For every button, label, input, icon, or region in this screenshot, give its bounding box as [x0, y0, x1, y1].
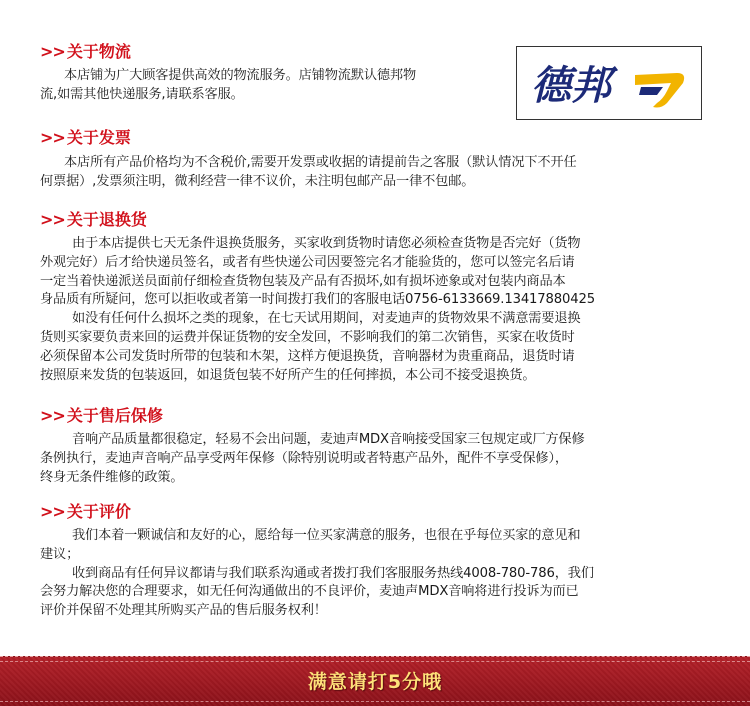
invoice-section [40, 128, 692, 192]
review-text [40, 527, 692, 621]
returns-text [40, 235, 692, 385]
text-line: 身品质有所疑问，您可以拒收或者第一时间拨打我们的客服电话0756-6133669.13417880425 [40, 292, 595, 308]
text-line: 由于本店提供七天无条件退换货服务，买家收到货物时请您必须检查货物是否完好（货物 [72, 236, 581, 251]
logistics-heading: >> 关于物流 [40, 42, 131, 61]
text-line: 货则买家要负责来回的运费并保证货物的安全发回，不影响我们的第二次销售，买家在收货时 [40, 329, 575, 345]
text-line: 本店所有产品价格均为不含税价,需要开发票或收据的请提前告之客服（默认情况下不开任 [64, 155, 577, 170]
text-line: 我们本着一颗诚信和友好的心，愿给每一位买家满意的服务，也很在乎每位买家的意见和 [72, 528, 581, 543]
text-line: 评价并保留不处理其所购买产品的售后服务权利！ [40, 603, 327, 619]
text-line: 外观完好）后才给快递员签名，或者有些快递公司因要签完名才能验货的，您可以签完名后请 [40, 254, 575, 270]
warranty-text [40, 431, 692, 487]
stitch-line [0, 661, 750, 662]
warranty-heading: >> 关于售后保修 [40, 406, 163, 425]
text-line: 何票据）,发票须注明，微利经营一律不议价，未注明包邮产品一律不包邮。 [40, 173, 475, 189]
footer-rating-prompt: 满意请打5分哦 [307, 671, 443, 693]
text-line: 按照原来发货的包装返回，如退货包装不好所产生的任何摔损，本公司不接受退换货。 [40, 367, 536, 383]
text-line: 条例执行，麦迪声音响产品享受两年保修（除特别说明或者特惠产品外，配件不享受保修）， [40, 450, 568, 466]
text-line: 建议； [40, 546, 80, 562]
warranty-section [40, 406, 692, 487]
text-line: 本店铺为广大顾客提供高效的物流服务。店铺物流默认德邦物 [64, 68, 417, 83]
text-line: 必须保留本公司发货时所带的包装和木架，这样方便退换货，音响器材为贵重商品，退货时请 [40, 348, 575, 364]
heading-prefix: >> [40, 128, 65, 147]
text-line: 音响产品质量都很稳定，轻易不会出问题，麦迪声MDX音响接受国家三包规定或厂方保修 [72, 432, 585, 447]
deppon-logo-icon [517, 47, 701, 119]
text-line: 一定当着快递派送员面前仔细检查货物包装及产品有否损坏,如有损坏迹象或对包装内商品本 [40, 273, 566, 289]
invoice-text [40, 154, 692, 192]
footer-banner [0, 656, 750, 706]
text-line: 会努力解决您的合理要求，如无任何沟通做出的不良评价，麦迪声MDX音响将进行投诉为而已 [40, 584, 579, 600]
review-heading: >> 关于评价 [40, 502, 131, 521]
text-line: 收到商品有任何异议都请与我们联系沟通或者拨打我们客服服务热线4008-780-786，我们 [72, 565, 594, 581]
heading-prefix: >> [40, 210, 65, 229]
returns-section [40, 210, 692, 385]
invoice-heading: >> 关于发票 [40, 128, 131, 147]
logo-bar [639, 87, 663, 95]
logo-wordmark: 德邦 [531, 63, 611, 109]
logistics-section [40, 42, 510, 105]
heading-prefix: >> [40, 406, 65, 425]
review-section [40, 502, 692, 621]
text-line: 如没有任何什么损坏之类的现象，在七天试用期间，对麦迪声的货物效果不满意需要退换 [72, 311, 581, 327]
text-line: 终身无条件维修的政策。 [40, 469, 184, 485]
logistics-text [40, 67, 510, 105]
deppon-logo [516, 46, 702, 120]
returns-heading: >> 关于退换货 [40, 210, 147, 229]
stitch-line [0, 701, 750, 702]
heading-prefix: >> [40, 42, 65, 61]
text-line: 流,如需其他快递服务,请联系客服。 [40, 86, 244, 102]
heading-prefix: >> [40, 502, 65, 521]
